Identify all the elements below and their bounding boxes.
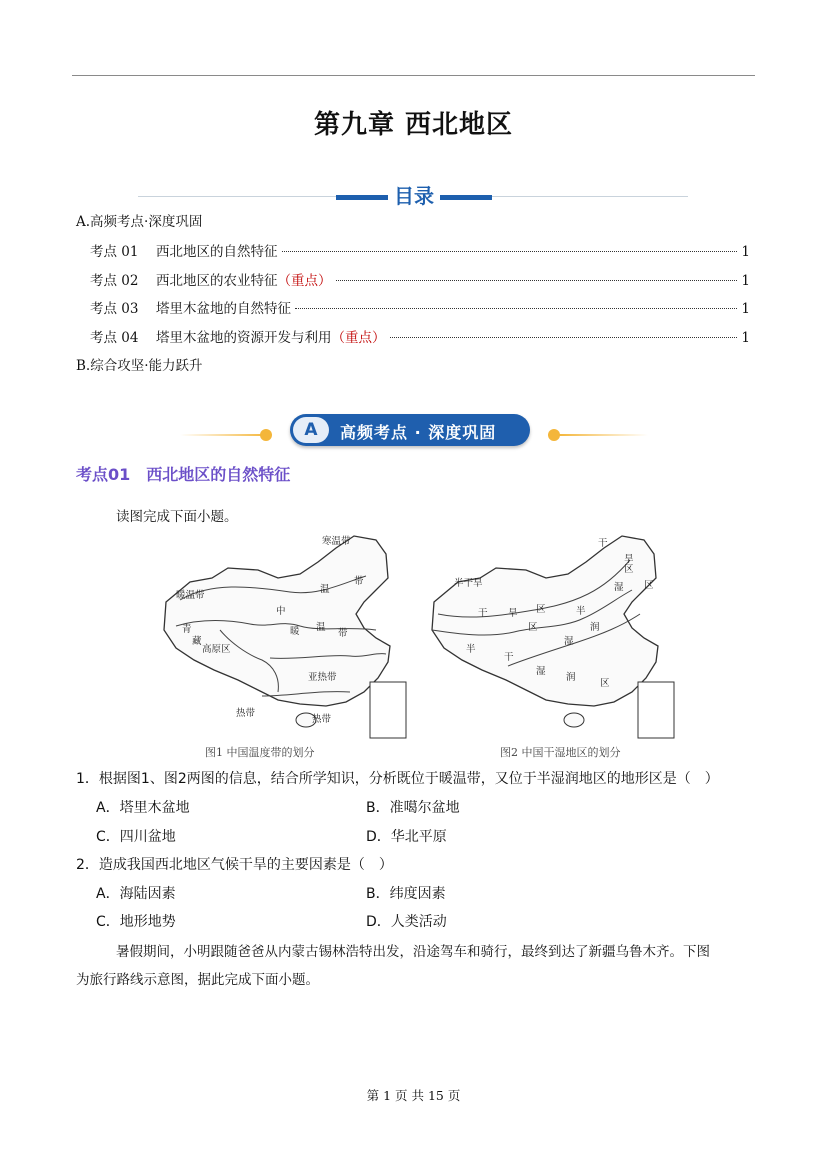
question-2-stem: 2．造成我国西北地区气候干旱的主要因素是（ ） [76, 857, 393, 873]
header-rule [72, 75, 755, 76]
toc-item-text: 塔里木盆地的自然特征 [156, 301, 291, 317]
banner-badge: A [293, 417, 329, 443]
toc-heading [138, 180, 688, 210]
map2-label: 干 [598, 538, 608, 549]
map1-label: 寒温带 [322, 536, 351, 547]
toc-item-page: 1 [741, 244, 750, 260]
toc-leader [282, 251, 738, 252]
map1-caption: 图1 中国温度带的划分 [205, 746, 315, 759]
banner-dot-left [260, 429, 272, 441]
q2-option-b[interactable]: B．纬度因素 [366, 886, 446, 902]
toc-heading-label: 目录 [394, 184, 434, 208]
q1-option-b[interactable]: B．准噶尔盆地 [366, 800, 460, 816]
map2-label: 旱 [508, 608, 518, 619]
map2-label: 区 [624, 564, 634, 575]
toc-item-code: 考点 04 [90, 330, 139, 346]
toc-item-code: 考点 03 [90, 301, 139, 317]
toc-item-page: 1 [741, 301, 750, 317]
map2-label: 半 [576, 606, 586, 617]
toc-section-b[interactable]: B.综合攻坚·能力跃升 [76, 358, 203, 374]
toc-item-text: 西北地区的农业特征 [156, 273, 278, 289]
map1-label: 带 [354, 576, 364, 587]
map1-label: 亚热带 [308, 672, 337, 683]
map2-label: 区 [600, 678, 610, 689]
map1-label: 中 [276, 606, 286, 617]
map2-label: 湿 [564, 636, 574, 647]
south-sea-inset [370, 682, 406, 738]
toc-leader [295, 308, 737, 309]
question-1-stem: 1．根据图1、图2两图的信息，结合所学知识，分析既位于暖温带，又位于半湿润地区的地形区是（ ） [76, 771, 719, 787]
dry-wet-zone-map [418, 530, 680, 742]
toc-item-code: 考点 02 [90, 273, 139, 289]
banner-text: 高频考点 · 深度巩固 [340, 423, 497, 442]
map2-label: 润 [566, 672, 576, 683]
map2-label: 湿 [614, 582, 624, 593]
map2-caption: 图2 中国干湿地区的划分 [500, 746, 621, 759]
toc-item[interactable] [90, 269, 750, 289]
q1-option-a[interactable]: A．塔里木盆地 [96, 800, 190, 816]
map2-label: 旱 [624, 554, 634, 565]
intro-text: 读图完成下面小题。 [116, 509, 238, 525]
map2-label: 区 [644, 580, 654, 591]
q1-option-d[interactable]: D．华北平原 [366, 829, 447, 845]
map2-label: 干 [504, 652, 514, 663]
map1-label: 暖温带 [176, 590, 205, 601]
map2-label: 干 [478, 608, 488, 619]
toc-item-code: 考点 01 [90, 244, 139, 260]
map1-label: 藏 [192, 636, 202, 647]
toc-item-emphasis: （重点） [331, 330, 386, 346]
q2-option-c[interactable]: C．地形地势 [96, 914, 176, 930]
map2-label: 润 [590, 622, 600, 633]
map1-label: 青 [182, 624, 192, 635]
south-sea-inset [638, 682, 674, 738]
map1-label: 带 [338, 628, 348, 639]
temperature-zone-map [150, 530, 412, 742]
page-title: 第九章 西北地区 [313, 110, 514, 140]
page-footer: 第 1 页 共 15 页 [366, 1088, 461, 1103]
toc-item[interactable] [90, 326, 750, 346]
toc-item-page: 1 [741, 330, 750, 346]
map2-label: 区 [528, 622, 538, 633]
toc-item-text: 塔里木盆地的资源开发与利用 [156, 330, 332, 346]
toc-item-text: 西北地区的自然特征 [156, 244, 278, 260]
passage-line-1: 暑假期间，小明跟随爸爸从内蒙古锡林浩特出发，沿途驾车和骑行，最终到达了新疆乌鲁木齐。下图 [116, 944, 710, 960]
map2-label: 区 [536, 604, 546, 615]
toc-item[interactable] [90, 297, 750, 317]
toc-section-a[interactable]: A.高频考点·深度巩固 [76, 214, 203, 230]
toc-item-page: 1 [741, 273, 750, 289]
map2-label: 半 [466, 644, 476, 655]
map1-label: 暖 [290, 626, 300, 637]
toc-item[interactable] [90, 240, 750, 260]
toc-item-emphasis: （重点） [277, 273, 332, 289]
q1-option-c[interactable]: C．四川盆地 [96, 829, 176, 845]
topic-title: 考点01 西北地区的自然特征 [76, 465, 291, 484]
passage-line-2: 为旅行路线示意图，据此完成下面小题。 [76, 972, 319, 988]
map1-label: 温 [320, 584, 330, 595]
map2-label: 半干旱 [454, 578, 483, 589]
hainan-island [564, 713, 584, 727]
section-banner [180, 410, 650, 452]
toc-leader [336, 280, 738, 281]
map2-label: 湿 [536, 666, 546, 677]
map1-label: 高原区 [202, 644, 231, 655]
map1-label: 温 [316, 622, 326, 633]
map1-label: 热带 [236, 708, 256, 719]
toc-leader [390, 337, 738, 338]
q2-option-d[interactable]: D．人类活动 [366, 914, 447, 930]
map1-label: 热带 [312, 714, 332, 725]
q2-option-a[interactable]: A．海陆因素 [96, 886, 176, 902]
